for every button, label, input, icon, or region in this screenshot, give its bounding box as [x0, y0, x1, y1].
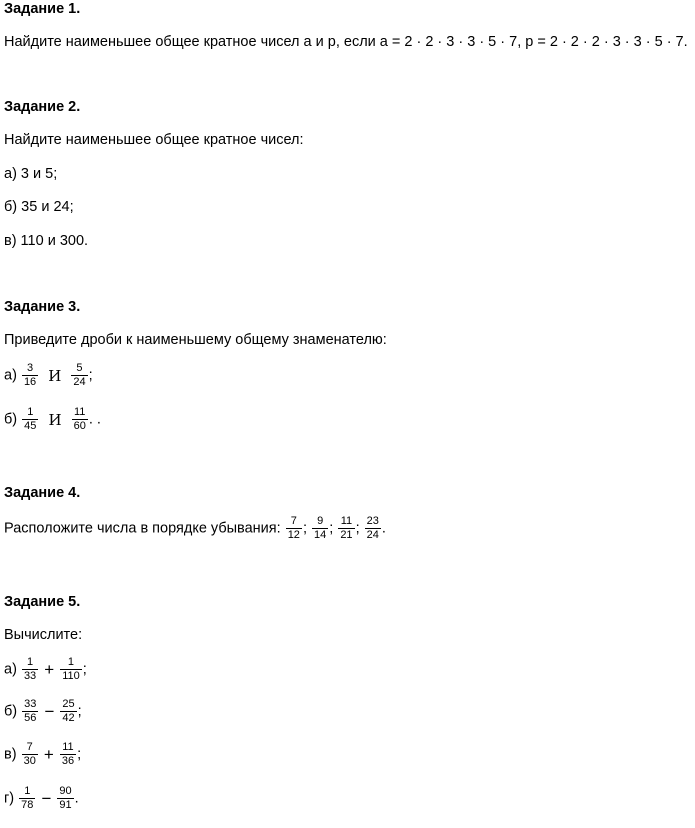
numerator: 11 [72, 406, 88, 420]
fraction [286, 515, 302, 542]
fraction [312, 515, 328, 542]
item-label: б) [4, 703, 18, 720]
task5-item-b [4, 698, 82, 725]
numerator: 23 [366, 515, 379, 527]
fraction [57, 785, 73, 812]
fraction [19, 785, 35, 812]
fraction [22, 362, 38, 389]
numerator: 1 [60, 656, 82, 670]
denominator: 42 [62, 712, 75, 724]
numerator: 7 [22, 741, 38, 755]
fraction [365, 515, 381, 542]
denominator: 24 [73, 376, 86, 388]
task4-title: Задание 4. [4, 485, 81, 501]
item-label: г) [4, 790, 15, 807]
numerator: 5 [71, 362, 87, 376]
denominator: 24 [366, 529, 379, 541]
denominator: 33 [23, 670, 37, 682]
task4-text: Расположите числа в порядке убывания: [4, 520, 281, 537]
task2-item-a: а) 3 и 5; [4, 166, 58, 182]
task2-item-b: б) 35 и 24; [4, 199, 74, 215]
task2-text: Найдите наименьшее общее кратное чисел: [4, 132, 304, 148]
numerator: 25 [62, 698, 75, 710]
task4-line [4, 515, 386, 542]
separator: ; [302, 520, 307, 537]
denominator: 78 [21, 799, 34, 811]
punctuation: ; [77, 746, 82, 763]
task3-item-a [4, 362, 93, 389]
denominator: 16 [23, 376, 37, 388]
punctuation: ; [82, 661, 87, 678]
fraction [60, 698, 76, 725]
numerator: 11 [338, 515, 354, 529]
fraction [22, 406, 38, 433]
denominator: 12 [287, 529, 300, 541]
numerator: 1 [22, 656, 38, 670]
conjunction: И [48, 410, 62, 429]
operator: + [43, 744, 54, 764]
punctuation: ; [77, 703, 82, 720]
numerator: 7 [286, 515, 302, 529]
punctuation: ; [88, 367, 93, 384]
numerator: 11 [60, 741, 76, 755]
item-label: в) [4, 746, 17, 763]
separator: ; [329, 520, 334, 537]
punctuation: . [381, 520, 386, 537]
task2-title: Задание 2. [4, 99, 81, 115]
denominator: 110 [62, 670, 80, 682]
numerator: 9 [312, 515, 328, 529]
task2-item-c: в) 110 и 300. [4, 233, 89, 249]
fraction [72, 406, 88, 433]
numerator: 3 [22, 362, 38, 376]
task1-title: Задание 1. [4, 1, 81, 17]
denominator: 14 [314, 529, 327, 541]
fraction [71, 362, 87, 389]
task5-title: Задание 5. [4, 594, 81, 610]
fraction [60, 741, 76, 768]
numerator: 90 [59, 785, 72, 797]
item-label: б) [4, 411, 18, 428]
task5-item-c [4, 741, 81, 768]
fraction [22, 698, 38, 725]
numerator: 1 [19, 785, 35, 799]
fraction [22, 656, 38, 683]
item-label: а) [4, 367, 17, 384]
punctuation: . . [88, 411, 101, 428]
task3-text: Приведите дроби к наименьшему общему знаменателю: [4, 332, 387, 348]
task5-item-a [4, 656, 87, 683]
separator: ; [355, 520, 360, 537]
conjunction: И [48, 366, 62, 385]
fraction [338, 515, 354, 542]
fraction [22, 741, 38, 768]
task1-text: Найдите наименьшее общее кратное чисел a и p, если a = 2 · 2 · 3 · 3 · 5 · 7, p = 2 · 2 · 2 · 3 · 3 · 5 · 7. [4, 34, 688, 50]
denominator: 45 [24, 420, 37, 432]
task3-title: Задание 3. [4, 299, 81, 315]
task5-item-d [4, 785, 79, 812]
fraction [60, 656, 82, 683]
denominator: 30 [23, 755, 36, 767]
denominator: 36 [61, 755, 75, 767]
numerator: 33 [24, 698, 37, 710]
punctuation: . [74, 790, 79, 807]
denominator: 91 [59, 799, 72, 811]
denominator: 56 [24, 712, 37, 724]
denominator: 60 [73, 420, 86, 432]
operator: − [41, 788, 52, 808]
task3-item-b [4, 406, 101, 433]
item-label: а) [4, 661, 17, 678]
task5-text: Вычислите: [4, 627, 83, 643]
denominator: 21 [340, 529, 353, 541]
numerator: 1 [22, 406, 38, 420]
operator: − [44, 701, 55, 721]
operator: + [44, 659, 55, 679]
